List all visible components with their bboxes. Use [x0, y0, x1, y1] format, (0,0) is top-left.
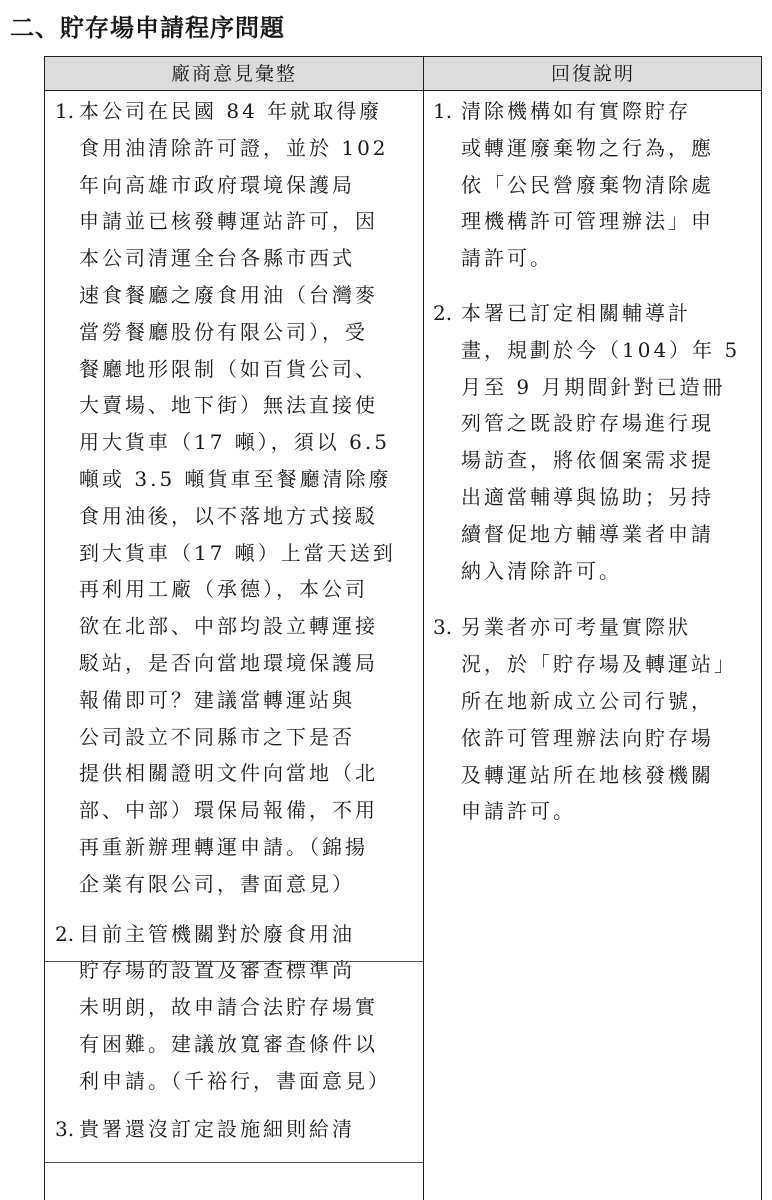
item-number: 2. — [55, 921, 75, 946]
item-text-line: 部、中部）環保局報備，不用 — [79, 798, 378, 823]
item-text-line: 駁站，是否向當地環境保護局 — [79, 650, 378, 675]
header-vendor-opinions: 廠商意見彙整 — [170, 63, 297, 85]
item-text-line: 況，於「貯存場及轉運站」 — [461, 652, 737, 677]
vendor-opinions-column — [45, 91, 423, 1147]
item-text-line: 所在地新成立公司行號， — [461, 688, 714, 713]
item-text-line: 未明朗，故申請合法貯存場實 — [79, 995, 378, 1020]
item-text-line: 提供相關證明文件向當地（北 — [79, 761, 378, 786]
item-text-line: 出適當輔導與協助；另持 — [461, 484, 714, 509]
item-text-line: 月至 9 月期間針對已造冊 — [461, 374, 726, 399]
row-separator — [45, 961, 423, 962]
item-text-line: 場訪查，將依個案需求提 — [461, 448, 714, 473]
item-text-line: 請許可。 — [461, 246, 553, 271]
item-text-line: 依「公民營廢棄物清除處 — [461, 172, 714, 197]
item-text-line: 年向高雄市政府環境保護局 — [79, 172, 355, 197]
item-text-line: 納入清除許可。 — [461, 558, 622, 583]
item-text-line: 畫，規劃於今（104）年 5 — [461, 337, 741, 362]
comment-response-table — [44, 56, 762, 1200]
item-text-line: 貴署還沒訂定設施細則給清 — [79, 1116, 355, 1141]
item-number: 3. — [55, 1116, 75, 1141]
list-item — [425, 93, 761, 277]
list-item — [425, 609, 761, 830]
response-column — [425, 91, 761, 830]
item-number: 1. — [55, 99, 75, 123]
item-text-line: 清除機構如有實際貯存 — [461, 99, 691, 123]
item-text-line: 再利用工廠（承德），本公司 — [79, 577, 368, 602]
item-text-line: 公司設立不同縣市之下是否 — [79, 724, 355, 749]
item-text-line: 理機構許可管理辦法」申 — [461, 209, 714, 234]
list-item — [45, 1111, 423, 1148]
item-text-line: 貯存場的設置及審查標準尚 — [79, 958, 355, 983]
item-text-line: 申請許可。 — [461, 799, 576, 824]
item-text-line: 續督促地方輔導業者申請 — [461, 521, 714, 546]
item-text-line: 用大貨車（17 噸），須以 6.5 — [79, 430, 390, 455]
item-text-line: 本公司清運全台各縣市西式 — [79, 246, 355, 271]
item-number: 3. — [433, 615, 453, 640]
item-text-line: 欲在北部、中部均設立轉運接 — [79, 614, 378, 639]
item-text-line: 到大貨車（17 噸）上當天送到 — [79, 540, 396, 565]
item-text-line: 當勞餐廳股份有限公司），受 — [79, 319, 368, 344]
item-text-line: 食用油後，以不落地方式接駁 — [79, 503, 378, 528]
item-text-line: 列管之既設貯存場進行現 — [461, 411, 714, 436]
row-separator — [45, 1162, 423, 1163]
table-header-row — [45, 57, 761, 91]
item-text-line: 目前主管機關對於廢食用油 — [79, 921, 355, 946]
list-item — [425, 295, 761, 589]
item-text-line: 速食餐廳之廢食用油（台灣麥 — [79, 282, 378, 307]
list-item — [45, 93, 423, 903]
item-text-line: 或轉運廢棄物之行為，應 — [461, 135, 714, 160]
item-text-line: 大賣場、地下街）無法直接使 — [79, 393, 378, 418]
item-text-line: 食用油清除許可證，並於 102 — [79, 135, 389, 160]
item-text-line: 依許可管理辦法向貯存場 — [461, 725, 714, 750]
item-text-line: 及轉運站所在地核發機關 — [461, 762, 714, 787]
item-number: 2. — [433, 300, 453, 325]
item-text-line: 有困難。建議放寬審查條件以 — [79, 1031, 378, 1056]
item-text-line: 申請並已核發轉運站許可，因 — [79, 209, 378, 234]
item-text-line: 再重新辦理轉運申請。（錦揚 — [79, 834, 368, 859]
item-text-line: 噸或 3.5 噸貨車至餐廳清除廢 — [79, 466, 392, 491]
header-response: 回復說明 — [550, 63, 635, 85]
item-text-line: 本署已訂定相關輔導計 — [461, 300, 691, 325]
item-text-line: 本公司在民國 84 年就取得廢 — [79, 99, 383, 123]
item-number: 1. — [433, 99, 453, 123]
item-text-line: 報備即可？建議當轉運站與 — [79, 687, 355, 712]
column-divider — [423, 57, 424, 1200]
section-heading: 二、貯存場申請程序問題 — [10, 14, 285, 42]
list-item — [45, 916, 423, 1100]
item-text-line: 餐廳地形限制（如百貨公司、 — [79, 356, 378, 381]
item-text-line: 企業有限公司，書面意見） — [79, 871, 355, 896]
item-text-line: 利申請。（千裕行，書面意見） — [79, 1068, 391, 1093]
item-text-line: 另業者亦可考量實際狀 — [461, 615, 691, 640]
